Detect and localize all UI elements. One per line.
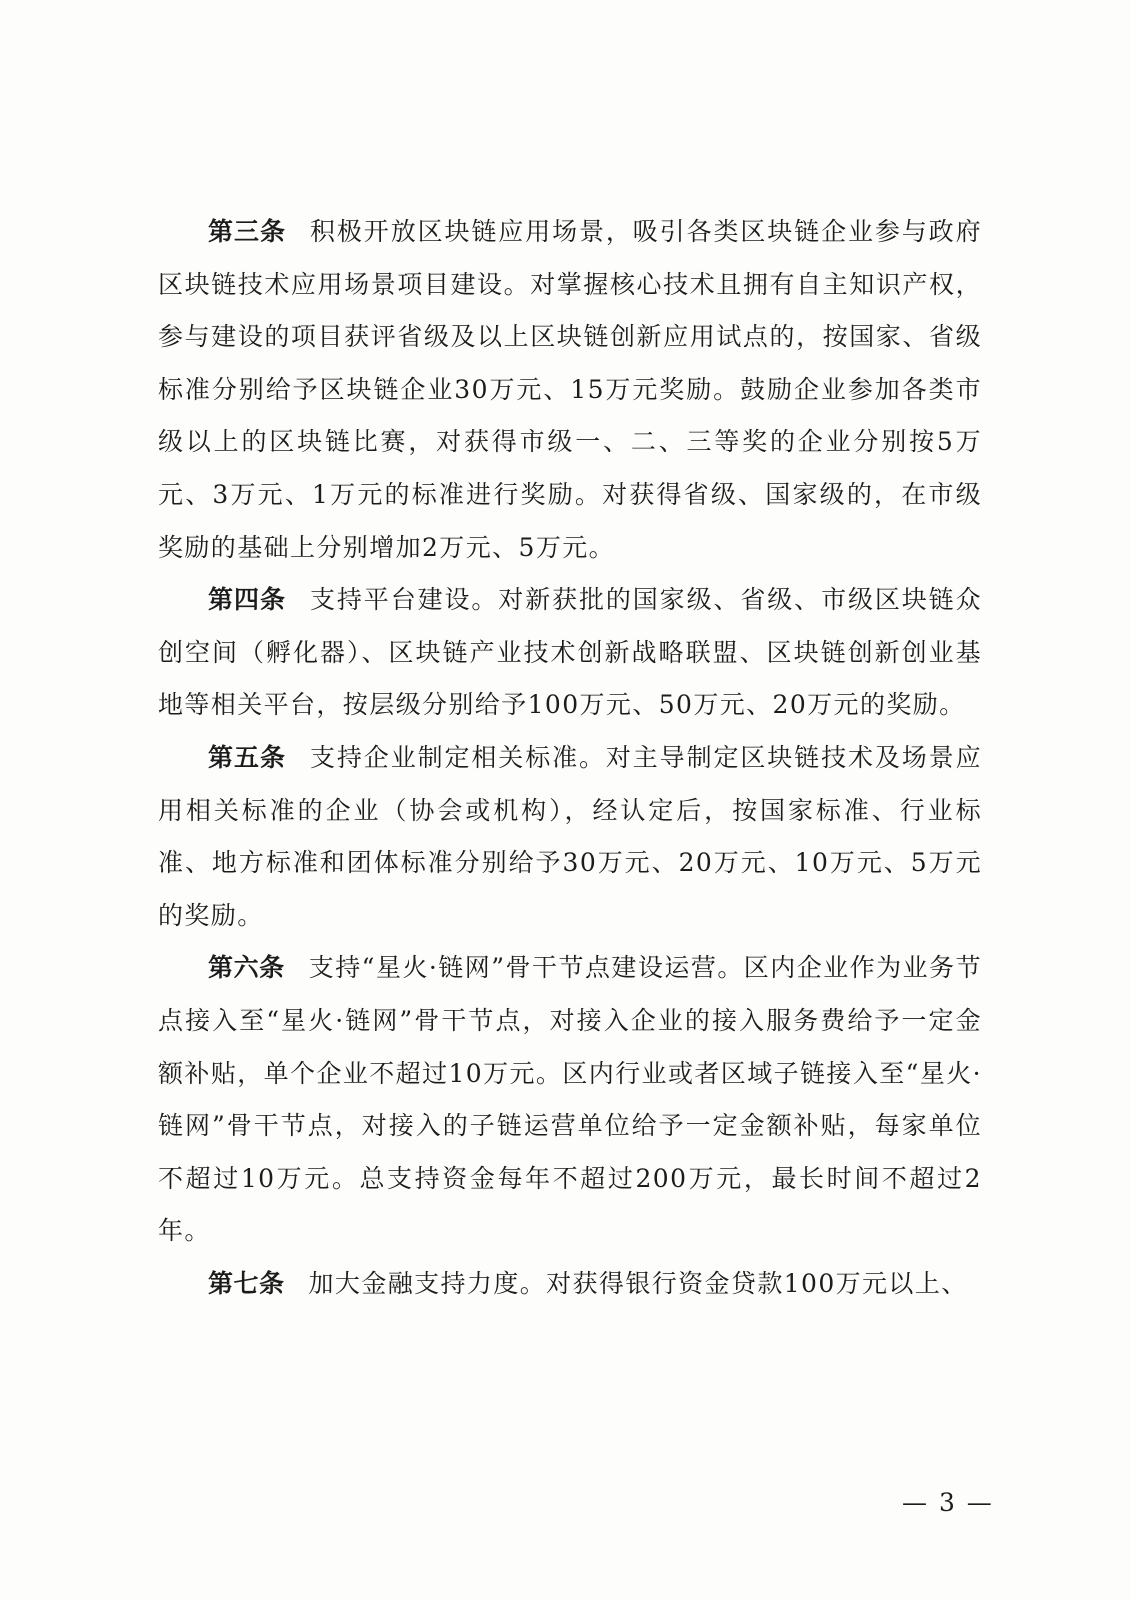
article-text: 支持“星火·链网”骨干节点建设运营。区内企业作为业务节点接入至“星火·链网”骨干节点，对接入企业的接入服务费给予一定金额补贴，单个企业不超过10万元。区内行业或者区域子链接入至“星火·链网”骨干节点，对接入的子链运营单位给予一定金额补贴，每家单位不超过10万元。总支持资金每年不超过200万元，最长时间不超过2年。 [158,953,982,1246]
article-6 [158,942,982,1258]
article-4 [158,574,982,732]
article-title: 第三条 [208,217,286,246]
article-text: 积极开放区块链应用场景，吸引各类区块链企业参与政府区块链技术应用场景项目建设。对掌握核心技术且拥有自主知识产权，参与建设的项目获评省级及以上区块链创新应用试点的，按国家、省级标准分别给予区块链企业30万元、15万元奖励。鼓励企业参加各类市级以上的区块链比赛，对获得市级一、二、三等奖的企业分别按5万元、3万元、1万元的标准进行奖励。对获得省级、国家级的，在市级奖励的基础上分别增加2万元、5万元。 [158,217,982,562]
page-number: — 3 — [902,1488,994,1517]
article-title: 第五条 [208,742,286,772]
article-text: 加大金融支持力度。对获得银行资金贷款100万元以上、 [308,1268,968,1298]
article-text: 支持企业制定相关标准。对主导制定区块链技术及场景应用相关标准的企业（协会或机构），经认定后，按国家标准、行业标准、地方标准和团体标准分别给予30万元、20万元、10万元、5万元的奖励。 [158,742,982,930]
document-body [158,206,982,1310]
article-title: 第四条 [208,585,286,615]
article-3 [158,206,982,574]
article-title: 第七条 [208,1268,285,1298]
article-text: 支持平台建设。对新获批的国家级、省级、市级区块链众创空间（孵化器）、区块链产业技术创新战略联盟、区块链创新创业基地等相关平台，按层级分别给予100万元、50万元、20万元的奖励。 [158,585,982,720]
article-title: 第六条 [208,953,285,983]
article-5 [158,732,982,942]
article-7 [158,1258,982,1311]
